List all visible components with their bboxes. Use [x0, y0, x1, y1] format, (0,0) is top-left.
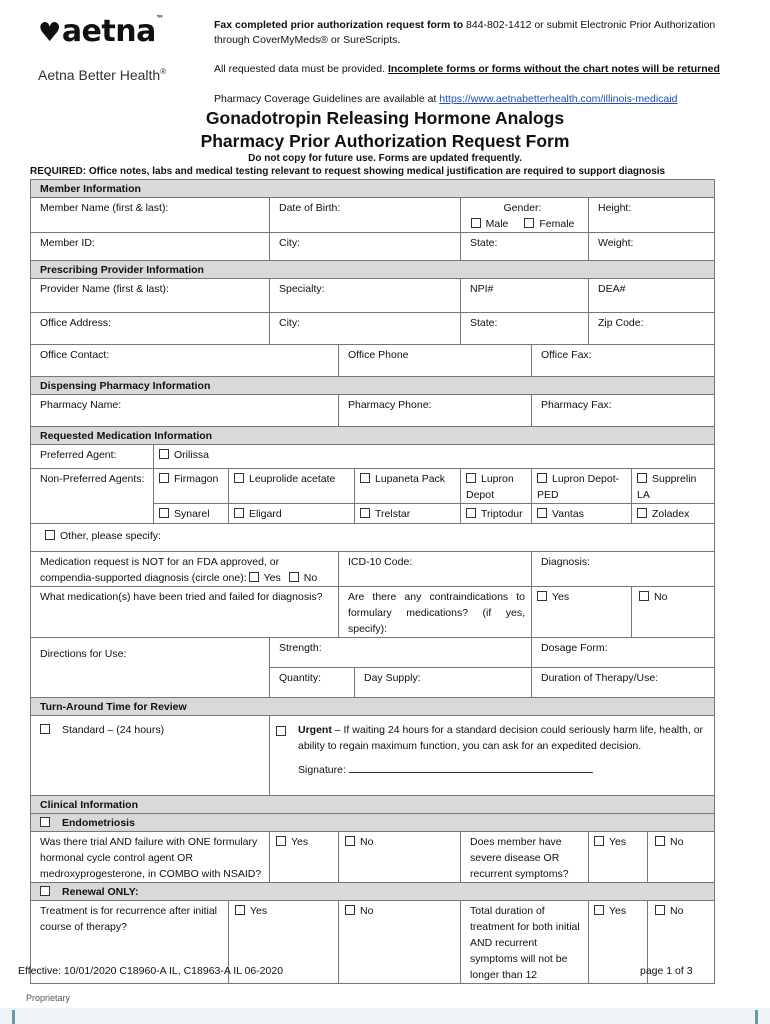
q3-no[interactable]: No: [339, 901, 461, 984]
dea-field[interactable]: DEA#: [589, 279, 715, 313]
height-field[interactable]: Height:: [589, 198, 715, 233]
zoladex-option[interactable]: Zoladex: [632, 504, 715, 524]
checkbox[interactable]: [594, 905, 604, 915]
dob-field[interactable]: Date of Birth:: [270, 198, 461, 233]
day-supply-field[interactable]: Day Supply:: [355, 668, 532, 698]
checkbox[interactable]: [655, 905, 665, 915]
turnaround-header: Turn-Around Time for Review: [31, 698, 715, 716]
form-title-line1: Gonadotropin Releasing Hormone Analogs: [205, 108, 565, 128]
q2-text: Does member have severe disease OR recurrent symptoms?: [461, 832, 589, 883]
office-fax-field[interactable]: Office Fax:: [532, 345, 715, 377]
prior-auth-form: [30, 179, 714, 984]
checkbox[interactable]: [345, 836, 355, 846]
effective-date: Effective: 10/01/2020 C18960-A IL, C18963-A IL 06-2020: [18, 965, 284, 977]
eligard-option[interactable]: Eligard: [229, 504, 355, 524]
female-checkbox[interactable]: [524, 218, 534, 228]
lupron-depot-option[interactable]: Lupron Depot: [461, 469, 532, 504]
urgent-option: Urgent – If waiting 24 hours for a standard decision could seriously harm life, health, or ability to regain maximum function, you can ask for an expedited decision. Signature:: [270, 716, 715, 796]
npi-field[interactable]: NPI#: [461, 279, 589, 313]
tried-failed-field[interactable]: What medication(s) have been tried and failed for diagnosis?: [31, 587, 339, 638]
q4-yes[interactable]: Yes: [589, 901, 648, 984]
checkbox[interactable]: [345, 905, 355, 915]
icd10-field[interactable]: ICD-10 Code:: [339, 552, 532, 587]
checkbox[interactable]: [637, 508, 647, 518]
heart-icon: ♥: [38, 18, 61, 48]
pharmacy-name-field[interactable]: Pharmacy Name:: [31, 395, 339, 427]
office-city-field[interactable]: City:: [270, 313, 461, 345]
checkbox[interactable]: [594, 836, 604, 846]
aetna-logo: ♥aetna™: [38, 14, 164, 49]
checkbox[interactable]: [639, 591, 649, 601]
proprietary-label: Proprietary: [26, 993, 71, 1003]
member-name-field[interactable]: Member Name (first & last):: [31, 198, 270, 233]
pharmacy-phone-field[interactable]: Pharmacy Phone:: [339, 395, 532, 427]
member-info-header: Member Information: [31, 180, 715, 198]
q3-text: Treatment is for recurrence after initial course of therapy?: [31, 901, 229, 984]
contraindications-field[interactable]: Are there any contraindications to formulary medications? (if yes, specify):: [339, 587, 532, 638]
gender-field: Gender: Male Female: [461, 198, 589, 233]
lupaneta-option[interactable]: Lupaneta Pack: [355, 469, 461, 504]
q4-text: Total duration of treatment for both initial AND recurrent symptoms will not be longer than 12: [461, 901, 589, 984]
checkbox[interactable]: [159, 508, 169, 518]
directions-field[interactable]: Directions for Use:: [31, 638, 270, 698]
provider-name-field[interactable]: Provider Name (first & last):: [31, 279, 270, 313]
nonpreferred-label: Non-Preferred Agents:: [31, 469, 154, 524]
male-checkbox[interactable]: [471, 218, 481, 228]
triptodur-option[interactable]: Triptodur: [461, 504, 532, 524]
coverage-guidelines-note: Pharmacy Coverage Guidelines are available at https://www.aetnabetterhealth.com/illinois-medicaid: [214, 93, 678, 105]
endometriosis-checkbox[interactable]: [40, 817, 50, 827]
q2-no[interactable]: No: [648, 832, 715, 883]
synarel-option[interactable]: Synarel: [154, 504, 229, 524]
q1-yes[interactable]: Yes: [270, 832, 339, 883]
checkbox[interactable]: [360, 473, 370, 483]
required-note: REQUIRED: Office notes, labs and medical testing relevant to request showing medical justification are required to support diagnosis: [30, 166, 666, 177]
zip-field[interactable]: Zip Code:: [589, 313, 715, 345]
bottom-bar-right-marker: [755, 1010, 758, 1024]
vantas-option[interactable]: Vantas: [532, 504, 632, 524]
trelstar-option[interactable]: Trelstar: [355, 504, 461, 524]
checkbox[interactable]: [466, 508, 476, 518]
pharmacy-info-header: Dispensing Pharmacy Information: [31, 377, 715, 395]
clinical-info-header: Clinical Information: [31, 796, 715, 814]
checkbox[interactable]: [537, 508, 547, 518]
duration-field[interactable]: Duration of Therapy/Use:: [532, 668, 715, 698]
diagnosis-field[interactable]: Diagnosis:: [532, 552, 715, 587]
preferred-agent-option: Orilissa: [154, 445, 715, 469]
checkbox[interactable]: [234, 473, 244, 483]
contra-no[interactable]: No: [632, 587, 715, 638]
checkbox[interactable]: [466, 473, 476, 483]
medication-info-header: Requested Medication Information: [31, 427, 715, 445]
preferred-agent-label: Preferred Agent:: [31, 445, 154, 469]
prescriber-info-header: Prescribing Provider Information: [31, 261, 715, 279]
renewal-checkbox[interactable]: [40, 886, 50, 896]
other-checkbox[interactable]: [45, 530, 55, 540]
member-city-field[interactable]: City:: [270, 233, 461, 261]
q3-yes[interactable]: Yes: [229, 901, 339, 984]
weight-field[interactable]: Weight:: [589, 233, 715, 261]
bottom-bar: [0, 1008, 770, 1024]
checkbox[interactable]: [276, 836, 286, 846]
checkbox[interactable]: [537, 591, 547, 601]
member-id-field[interactable]: Member ID:: [31, 233, 270, 261]
checkbox[interactable]: [234, 508, 244, 518]
bottom-bar-left-marker: [12, 1010, 15, 1024]
form-title-line2: Pharmacy Prior Authorization Request Form: [200, 131, 570, 151]
checkbox[interactable]: [235, 905, 245, 915]
guidelines-link[interactable]: https://www.aetnabetterhealth.com/illinois-medicaid: [439, 93, 678, 105]
q1-no[interactable]: No: [339, 832, 461, 883]
standard-option[interactable]: Standard – (24 hours): [31, 716, 270, 796]
endometriosis-header: Endometriosis: [31, 814, 715, 832]
office-phone-field[interactable]: Office Phone: [339, 345, 532, 377]
office-state-field[interactable]: State:: [461, 313, 589, 345]
q4-no[interactable]: No: [648, 901, 715, 984]
checkbox[interactable]: [537, 473, 547, 483]
checkbox[interactable]: [637, 473, 647, 483]
q2-yes[interactable]: Yes: [589, 832, 648, 883]
office-address-field[interactable]: Office Address:: [31, 313, 270, 345]
other-medication-field[interactable]: Other, please specify:: [31, 524, 715, 552]
pharmacy-fax-field[interactable]: Pharmacy Fax:: [532, 395, 715, 427]
not-fda-approved-field: Medication request is NOT for an FDA approved, or compendia-supported diagnosis (circle one): Yes No: [31, 552, 339, 587]
standard-checkbox[interactable]: [40, 724, 50, 734]
q1-text: Was there trial AND failure with ONE formulary hormonal cycle control agent OR medroxyprogesterone, in COMBO with NSAID?: [31, 832, 270, 883]
dosage-form-field[interactable]: Dosage Form:: [532, 638, 715, 668]
office-contact-field[interactable]: Office Contact:: [31, 345, 339, 377]
supprelin-option[interactable]: Supprelin LA: [632, 469, 715, 504]
signature-line[interactable]: [349, 763, 593, 773]
signature-field[interactable]: Signature:: [276, 762, 708, 778]
copy-note: Do not copy for future use. Forms are updated frequently.: [248, 153, 522, 164]
fax-instructions: Fax completed prior authorization request form to 844-802-1412 or submit Electronic Prior Authorization through CoverMyMeds® or SureScripts.: [214, 19, 716, 46]
firmagon-option[interactable]: Firmagon: [154, 469, 229, 504]
checkbox[interactable]: [360, 508, 370, 518]
specialty-field[interactable]: Specialty:: [270, 279, 461, 313]
urgent-checkbox[interactable]: [276, 726, 286, 736]
checkbox[interactable]: [159, 473, 169, 483]
required-data-note: All requested data must be provided. Incomplete forms or forms without the chart notes will be returned: [214, 63, 720, 75]
lupron-depot-ped-option[interactable]: Lupron Depot-PED: [532, 469, 632, 504]
contra-yes[interactable]: Yes: [532, 587, 632, 638]
leuprolide-option[interactable]: Leuprolide acetate: [229, 469, 355, 504]
quantity-field[interactable]: Quantity:: [270, 668, 355, 698]
member-state-field[interactable]: State:: [461, 233, 589, 261]
checkbox[interactable]: [655, 836, 665, 846]
no-checkbox[interactable]: [289, 572, 299, 582]
strength-field[interactable]: Strength:: [270, 638, 532, 668]
yes-checkbox[interactable]: [249, 572, 259, 582]
renewal-header: Renewal ONLY:: [31, 883, 715, 901]
orilissa-checkbox[interactable]: [159, 449, 169, 459]
page-number: page 1 of 3: [640, 965, 693, 977]
aetna-better-health-logo: Aetna Better Health®: [38, 67, 167, 83]
